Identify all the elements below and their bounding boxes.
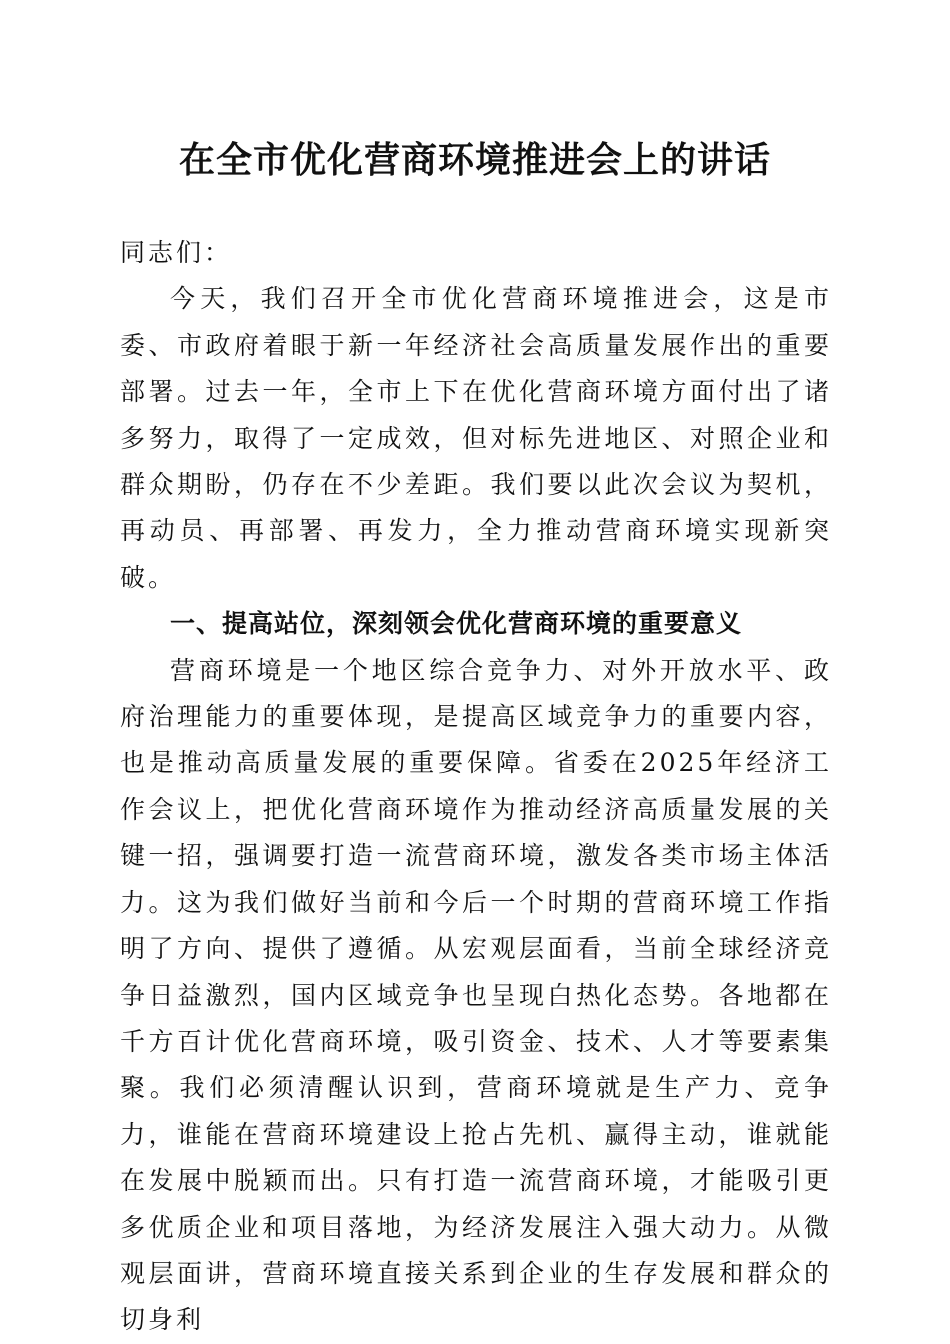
document-body [120,230,832,1344]
document-title: 在全市优化营商环境推进会上的讲话 [178,139,771,181]
intro-paragraph: 今天，我们召开全市优化营商环境推进会，这是市委、市政府着眼于新一年经济社会高质量发展作出的重要部署。过去一年，全市上下在优化营商环境方面付出了诸多努力，取得了一定成效，但对标先进地区、对照企业和群众期盼，仍存在不少差距。我们要以此次会议为契机，再动员、再部署、再发力，全力推动营商环境实现新突破。 [120,284,832,592]
section-paragraph: 营商环境是一个地区综合竞争力、对外开放水平、政府治理能力的重要体现，是提高区域竞争力的重要内容，也是推动高质量发展的重要保障。省委在2025年经济工作会议上，把优化营商环境作为推动经济高质量发展的关键一招，强调要打造一流营商环境，激发各类市场主体活力。这为我们做好当前和今后一个时期的营商环境工作指明了方向、提供了遵循。从宏观层面看，当前全球经济竞争日益激烈，国内区域竞争也呈现白热化态势。各地都在千方百计优化营商环境，吸引资金、技术、人才等要素集聚。我们必须清醒认识到，营商环境就是生产力、竞争力，谁能在营商环境建设上抢占先机、赢得主动，谁就能在发展中脱颖而出。只有打造一流营商环境，才能吸引更多优质企业和项目落地，为经济发展注入强大动力。从微观层面讲，营商环境直接关系到企业的生存发展和群众的切身利 [120,655,832,1335]
section-heading: 一、提高站位，深刻领会优化营商环境的重要意义 [170,609,743,639]
salutation: 同志们： [120,238,233,267]
